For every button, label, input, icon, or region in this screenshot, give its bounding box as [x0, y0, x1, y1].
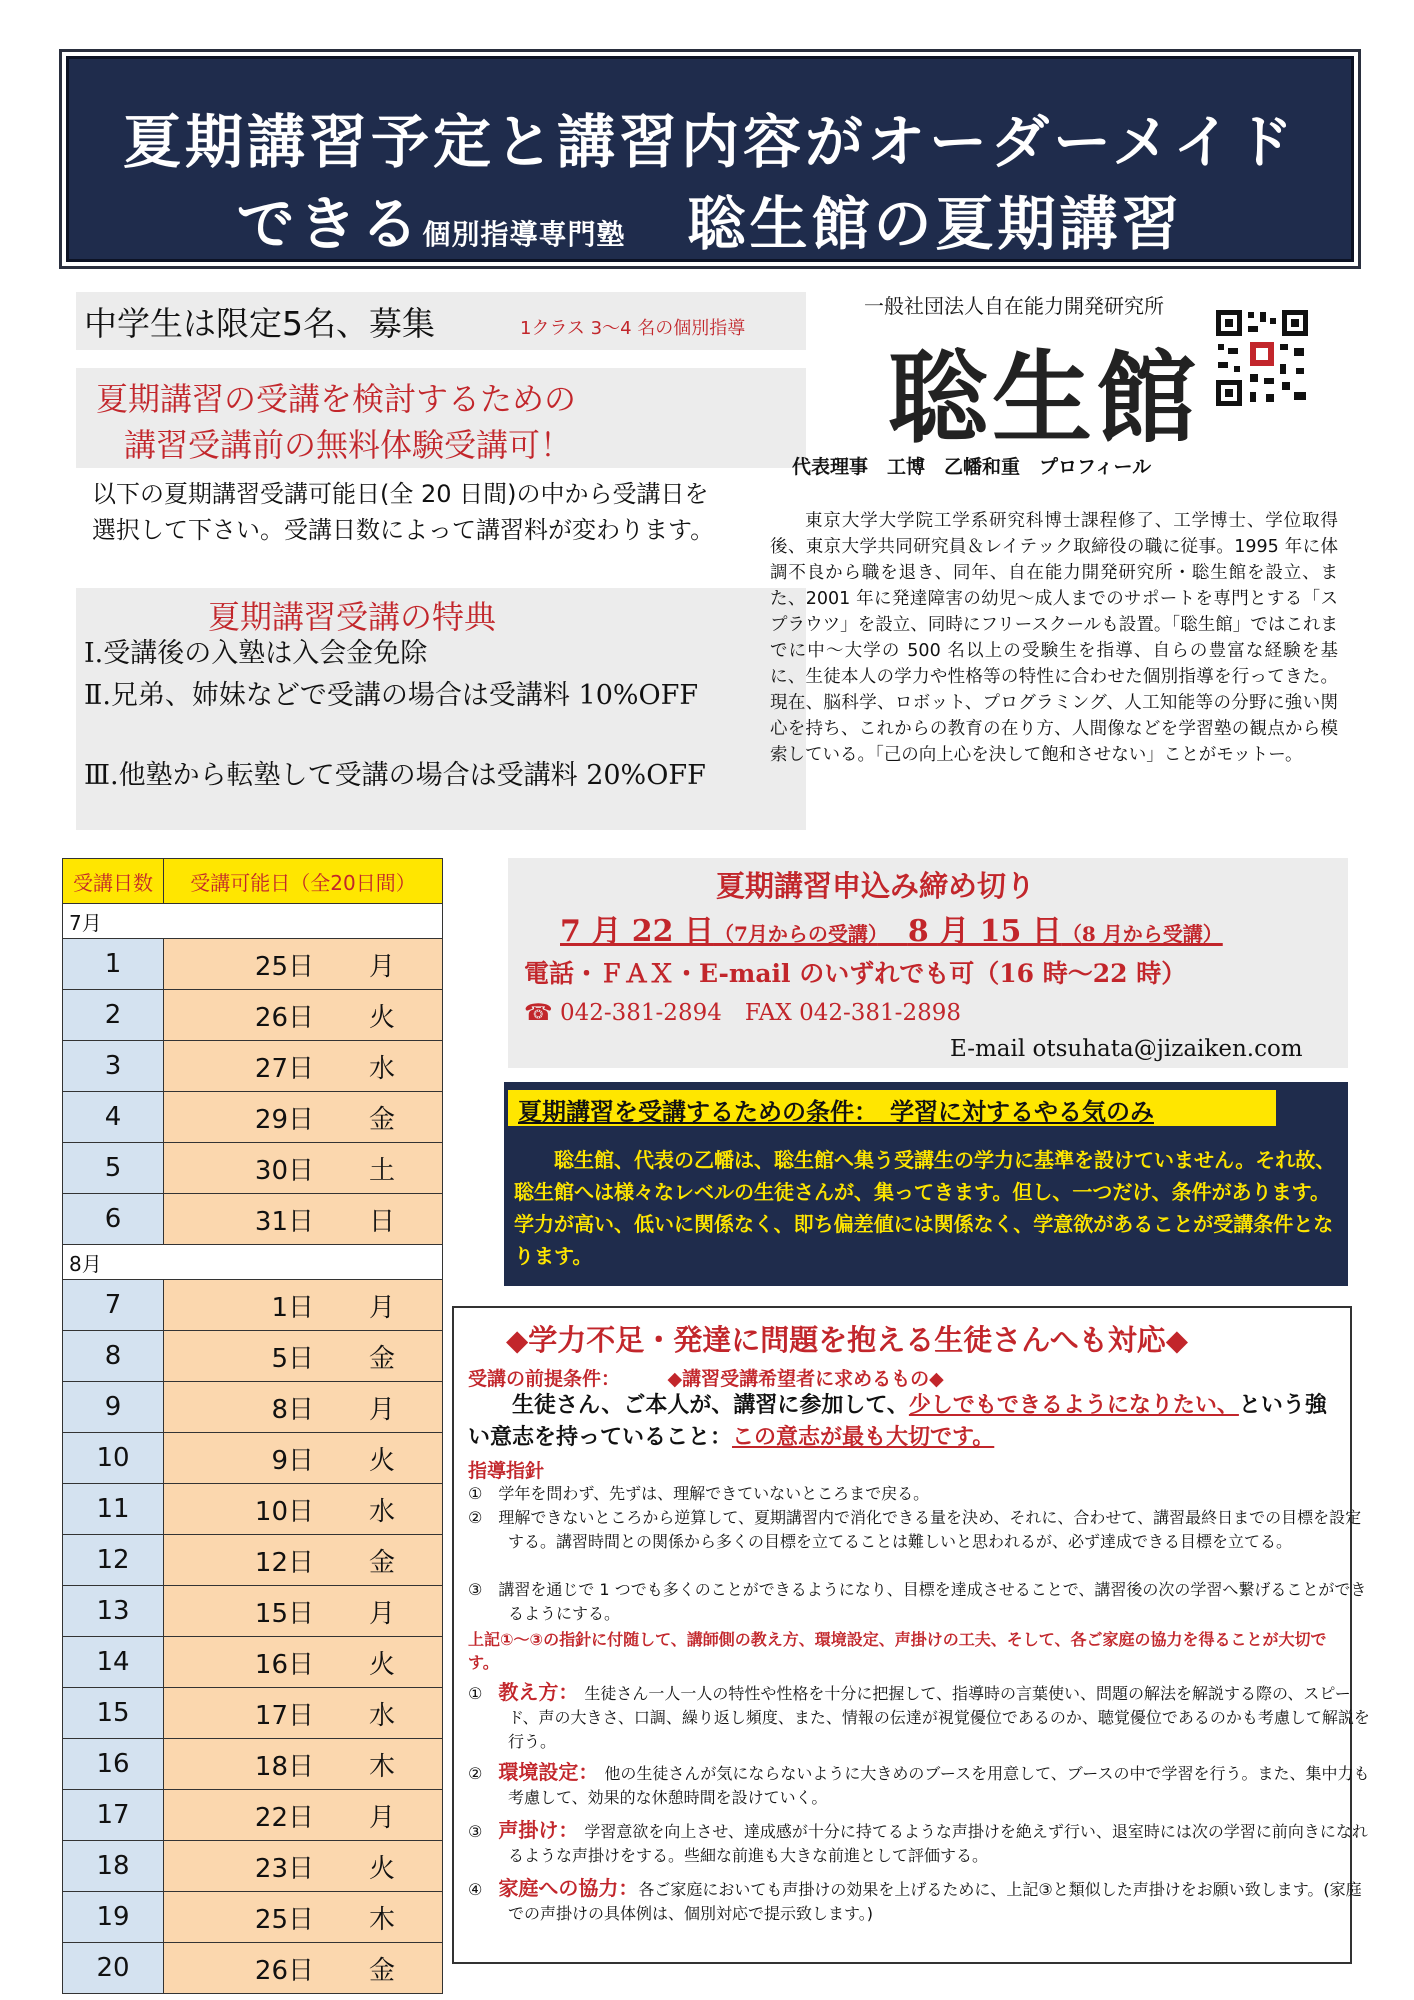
table-row [63, 1892, 443, 1943]
table-row [63, 1331, 443, 1382]
guide-note: 上記①～③の指針に付随して、講師側の教え方、環境設定、声掛けの工夫、そして、各ご家庭の協力を得ることが大切です。 [468, 1630, 1327, 1672]
row-date: 31日 [164, 1194, 323, 1245]
intro-text: 以下の夏期講習受講可能日(全 20 日間)の中から受講日を選択して下さい。受講日数によって講習料が変わります。 [92, 480, 715, 544]
brand-logo: 聡生館 [888, 339, 1200, 457]
month-row [63, 1245, 443, 1280]
row-weekday: 木 [322, 1739, 443, 1790]
row-number: 14 [63, 1637, 164, 1688]
p1-d: この意志が最も大切です。 [732, 1425, 995, 1450]
row-weekday: 水 [322, 1041, 443, 1092]
month-label: 8月 [63, 1245, 443, 1280]
support-title: ◆学力不足・発達に問題を抱える生徒さんへも対応◆ [506, 1323, 1189, 1357]
row-date: 26日 [164, 990, 323, 1041]
prerequisite-sub: ◆講習受講希望者に求めるもの◆ [667, 1368, 944, 1390]
support-item [468, 1680, 1372, 1754]
recruit-main: 中学生は限定5名、募集 [84, 304, 435, 343]
table-row [63, 1586, 443, 1637]
item-text: 各ご家庭においても声掛けの効果を上げるために、上記③と類似した声掛けをお願い致します。(家庭での声掛けの具体例は、個別対応で提示致します。) [508, 1880, 1362, 1923]
benefits-title: 夏期講習受講の特典 [208, 598, 497, 636]
item-label: 環境設定： [498, 1760, 589, 1784]
header-count: 受講日数 [63, 859, 164, 904]
row-weekday: 水 [322, 1484, 443, 1535]
row-number: 16 [63, 1739, 164, 1790]
deadline-phone [524, 994, 961, 1027]
row-weekday: 火 [322, 990, 443, 1041]
table-row [63, 1280, 443, 1331]
deadline-date-august: 8 月 15 日 [907, 914, 1062, 949]
row-weekday: 金 [322, 1535, 443, 1586]
row-weekday: 日 [322, 1194, 443, 1245]
deadline-date-july: 7 月 22 日 [560, 914, 714, 949]
row-number: 15 [63, 1688, 164, 1739]
row-number: 20 [63, 1943, 164, 1994]
title-banner [66, 56, 1354, 262]
row-number: 3 [63, 1041, 164, 1092]
guide-item: ③ 講習を通じで 1 つでも多くのことができるようになり、目標を達成させることで、講習後の次の学習へ繋げることができるようにする。 [468, 1580, 1367, 1623]
deadline-email[interactable]: E-mail otsuhata@jizaiken.com [950, 1036, 1303, 1062]
condition-head-a: 夏期講習を受講するための条件： [518, 1098, 866, 1126]
table-row [63, 1637, 443, 1688]
benefit-item: Ⅰ.受講後の入塾は入会金免除 [84, 638, 428, 669]
row-date: 17日 [164, 1688, 323, 1739]
banner-line1: 夏期講習予定と講習内容がオーダーメイド [123, 108, 1297, 176]
benefit-item: Ⅲ.他塾から転塾して受講の場合は受講料 20%OFF [84, 760, 706, 791]
row-weekday: 金 [322, 1331, 443, 1382]
row-weekday: 火 [322, 1841, 443, 1892]
month-label: 7月 [63, 904, 443, 939]
row-weekday: 火 [322, 1433, 443, 1484]
guide-item: ① 学年を問わず、先ずは、理解できていないところまで戻る。 [468, 1484, 930, 1503]
row-date: 16日 [164, 1637, 323, 1688]
row-number: 19 [63, 1892, 164, 1943]
table-row [63, 1382, 443, 1433]
condition-head [518, 1092, 1154, 1127]
row-weekday: 木 [322, 1892, 443, 1943]
schedule-table [62, 858, 443, 1994]
p1-c: という強い意志を持っていること： [468, 1393, 1327, 1450]
row-weekday: 金 [322, 1943, 443, 1994]
table-row [63, 1688, 443, 1739]
org-name: 一般社団法人自在能力開発研究所 [864, 294, 1164, 318]
deadline-dates [560, 906, 1223, 950]
table-row [63, 1194, 443, 1245]
row-number: 1 [63, 939, 164, 990]
support-item [468, 1876, 1372, 1926]
row-weekday: 水 [322, 1688, 443, 1739]
row-date: 8日 [164, 1382, 323, 1433]
condition-head-b: 学習に対するやる気のみ [890, 1098, 1154, 1126]
row-date: 22日 [164, 1790, 323, 1841]
table-row [63, 1092, 443, 1143]
row-weekday: 土 [322, 1143, 443, 1194]
profile-text: 東京大学大学院工学系研究科博士課程修了、工学博士、学位取得後、東京大学共同研究員＆レイテック取締役の職に従事。1995 年に体調不良から職を退き、同年、自在能力開発研究所・聡生館を設立、また、2001 年に発達障害の幼児～成人までのサポートを専門とする「スプラウツ」を設立、同時にフリースクールも設置。「聡生館」ではこれまでに中～大学の 500 名以上の受験生を指導、自らの豊富な経験を基に、生徒本人の学力や性格等の特性に合わせた個別指導を行ってきた。現在、脳科学、ロボット、プログラミング、人工知能等の分野に強い関心を持ち、これからの教育の在り方、人間像などを学習塾の観点から模索している。「己の向上心を決して飽和させない」ことがモットー。 [770, 511, 1338, 765]
table-row [63, 1041, 443, 1092]
table-row [63, 1143, 443, 1194]
row-weekday: 月 [322, 1586, 443, 1637]
row-weekday: 火 [322, 1637, 443, 1688]
banner-line2-a: できる [236, 190, 423, 258]
row-number: 4 [63, 1092, 164, 1143]
item-num: ② [468, 1764, 483, 1783]
table-header-row [63, 859, 443, 904]
row-number: 5 [63, 1143, 164, 1194]
banner-line2-b: 聡生館の夏期講習 [687, 190, 1184, 258]
row-number: 12 [63, 1535, 164, 1586]
trial-line2: 講習受講前の無料体験受講可！ [124, 426, 573, 464]
item-num: ③ [468, 1822, 483, 1841]
row-number: 10 [63, 1433, 164, 1484]
row-weekday: 金 [322, 1092, 443, 1143]
row-date: 5日 [164, 1331, 323, 1382]
table-row [63, 1484, 443, 1535]
table-row [63, 1790, 443, 1841]
row-number: 17 [63, 1790, 164, 1841]
row-number: 18 [63, 1841, 164, 1892]
benefit-item: Ⅱ.兄弟、姉妹などで受講の場合は受講料 10%OFF [84, 680, 699, 711]
item-label: 家庭への協力： [498, 1876, 639, 1900]
row-weekday: 月 [322, 1790, 443, 1841]
item-label: 声掛け： [498, 1818, 569, 1842]
deadline-title: 夏期講習申込み締め切り [716, 869, 1036, 903]
item-text: 学習意欲を向上させ、達成感が十分に持てるような声掛けを絶えず行い、退室時には次の学習に前向きになれるような声掛けをする。些細な前進も大きな前進として評価する。 [508, 1822, 1368, 1865]
row-weekday: 月 [322, 1280, 443, 1331]
phone-numbers[interactable]: 042-381-2894 FAX 042-381-2898 [559, 1000, 961, 1026]
table-row [63, 1739, 443, 1790]
row-date: 25日 [164, 939, 323, 990]
banner-line2 [69, 177, 1351, 261]
support-item [468, 1818, 1372, 1868]
item-text: 他の生徒さんが気にならないように大きめのブースを用意して、ブースの中で学習を行う。また、集中力も考慮して、効果的な休憩時間を設けていく。 [508, 1764, 1370, 1807]
guide-title: 指導指針 [468, 1460, 545, 1482]
condition-text: 聡生館、代表の乙幡は、聡生館へ集う受講生の学力に基準を設けていません。それ故、聡生館へは様々なレベルの生徒さんが、集ってきます。但し、一つだけ、条件があります。学力が高い、低いに関係なく、即ち偏差値には関係なく、学意欲があることが受講条件となります。 [514, 1148, 1336, 1268]
banner-line2-small: 個別指導専門塾 [422, 218, 626, 251]
p1-b: 少しでもできるようになりたい、 [908, 1393, 1239, 1418]
recruit-sub: 1クラス 3～4 名の個別指導 [520, 318, 746, 339]
row-date: 29日 [164, 1092, 323, 1143]
table-row [63, 1943, 443, 1994]
row-number: 9 [63, 1382, 164, 1433]
row-weekday: 月 [322, 939, 443, 990]
row-date: 30日 [164, 1143, 323, 1194]
item-label: 教え方： [498, 1680, 569, 1704]
deadline-note-july: （7月からの受講） [713, 922, 878, 946]
row-date: 25日 [164, 1892, 323, 1943]
item-num: ① [468, 1684, 483, 1703]
item-text: 生徒さん一人一人の特性や性格を十分に把握して、指導時の言葉使い、問題の解法を解説する際の、スピード、声の大きさ、口調、繰り返し頻度、また、情報の伝達が視覚優位であるのか、聴覚優位であるのかも考慮して解説を行う。 [508, 1684, 1370, 1751]
row-number: 6 [63, 1194, 164, 1245]
qr-code-icon [1214, 308, 1310, 408]
row-date: 12日 [164, 1535, 323, 1586]
header-days: 受講可能日（全20日間） [164, 859, 443, 904]
row-number: 13 [63, 1586, 164, 1637]
deadline-contact: 電話・ＦＡＸ・E-mail のいずれでも可（16 時～22 時） [524, 959, 1187, 988]
profile-title: 代表理事 工博 乙幡和重 プロフィール [792, 456, 1152, 478]
support-paragraph [468, 1390, 1328, 1454]
row-weekday: 月 [322, 1382, 443, 1433]
table-row [63, 990, 443, 1041]
row-date: 1日 [164, 1280, 323, 1331]
table-row [63, 1841, 443, 1892]
row-number: 7 [63, 1280, 164, 1331]
prerequisite-label: 受講の前提条件： [468, 1368, 611, 1390]
row-date: 26日 [164, 1943, 323, 1994]
item-num: ④ [468, 1880, 483, 1899]
row-number: 8 [63, 1331, 164, 1382]
row-date: 23日 [164, 1841, 323, 1892]
phone-icon: ☎ [524, 1000, 553, 1026]
row-number: 2 [63, 990, 164, 1041]
deadline-note-august: （8 月から受講） [1061, 922, 1223, 946]
guide-item: ② 理解できないところから逆算して、夏期講習内で消化できる量を決め、それに、合わせて、講習最終日までの目標を設定する。講習時間との関係から多くの目標を立てることは難しいと思われるが、必ず達成できる目標を立てる。 [468, 1508, 1362, 1551]
p1-a: 生徒さん、ご本人が、講習に参加して、 [512, 1393, 909, 1418]
table-row [63, 1535, 443, 1586]
trial-line1: 夏期講習の受講を検討するための [96, 380, 577, 418]
table-row [63, 1433, 443, 1484]
row-date: 18日 [164, 1739, 323, 1790]
month-row [63, 904, 443, 939]
row-date: 9日 [164, 1433, 323, 1484]
table-row [63, 939, 443, 990]
support-prerequisite [468, 1364, 944, 1391]
row-date: 15日 [164, 1586, 323, 1637]
row-date: 27日 [164, 1041, 323, 1092]
support-item [468, 1760, 1372, 1810]
row-date: 10日 [164, 1484, 323, 1535]
row-number: 11 [63, 1484, 164, 1535]
